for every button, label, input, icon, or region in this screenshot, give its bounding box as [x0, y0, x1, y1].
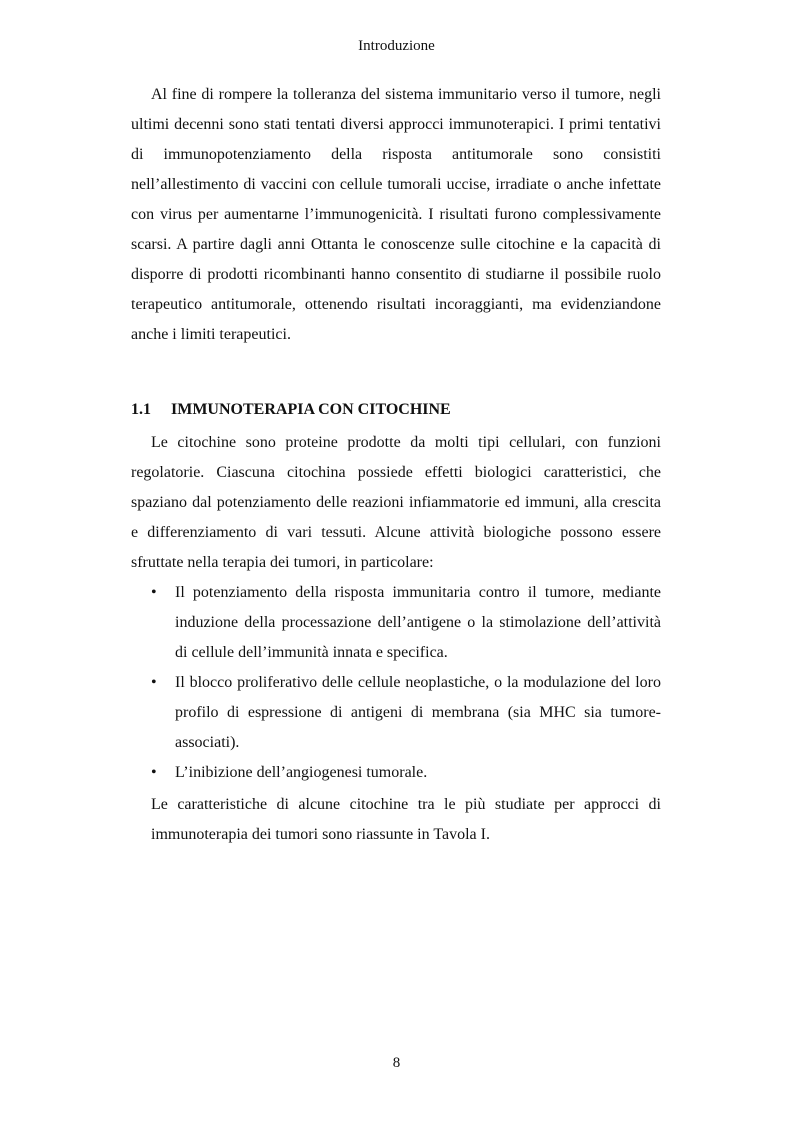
- bullet-icon: •: [151, 674, 157, 691]
- list-item-text: Il blocco proliferativo delle cellule neoplastiche, o la modulazione del loro profilo di espressione di antigeni di membrana (sia MHC sia tumore-associati).: [175, 674, 661, 751]
- section-heading: [131, 395, 451, 425]
- list-item: [131, 578, 661, 668]
- list-item: [131, 758, 661, 788]
- section-number: 1.1: [131, 401, 151, 418]
- list-item-text: Il potenziamento della risposta immunitaria contro il tumore, mediante induzione della processazione dell’antigene o la stimolazione dell’attività di cellule dell’immunità innata e specifica.: [175, 584, 661, 661]
- bullet-list: [131, 578, 661, 788]
- section-paragraph: Le citochine sono proteine prodotte da molti tipi cellulari, con funzioni regolatorie. Ciascuna citochina possiede effetti biologici caratteristici, che spaziano dal potenziamento delle reazioni infiammatorie ed immuni, alla crescita e differenziamento di vari tessuti. Alcune attività biologiche possono essere sfruttate nella terapia dei tumori, in particolare:: [131, 434, 661, 571]
- running-header: Introduzione: [358, 38, 435, 54]
- list-item: [131, 668, 661, 758]
- list-item-text: L’inibizione dell’angiogenesi tumorale.: [175, 764, 428, 781]
- page-number: 8: [392, 1055, 401, 1071]
- closing-paragraph: Le caratteristiche di alcune citochine tra le più studiate per approcci di immunoterapia dei tumori sono riassunte in Tavola I.: [151, 796, 661, 843]
- bullet-icon: •: [151, 584, 157, 601]
- intro-paragraph: Al fine di rompere la tolleranza del sistema immunitario verso il tumore, negli ultimi decenni sono stati tentati diversi approcci immunoterapici. I primi tentativi di immunopotenziamento della risposta antitumorale sono consistiti nell’allestimento di vaccini con cellule tumorali uccise, irradiate o anche infettate con virus per aumentarne l’immunogenicità. I risultati furono complessivamente scarsi. A partire dagli anni Ottanta le conoscenze sulle citochine e la capacità di disporre di prodotti ricombinanti hanno consentito di studiarne il possibile ruolo terapeutico antitumorale, ottenendo risultati incoraggianti, ma evidenziandone anche i limiti terapeutici.: [131, 86, 661, 343]
- bullet-icon: •: [151, 764, 157, 781]
- section-title: IMMUNOTERAPIA CON CITOCHINE: [171, 401, 451, 418]
